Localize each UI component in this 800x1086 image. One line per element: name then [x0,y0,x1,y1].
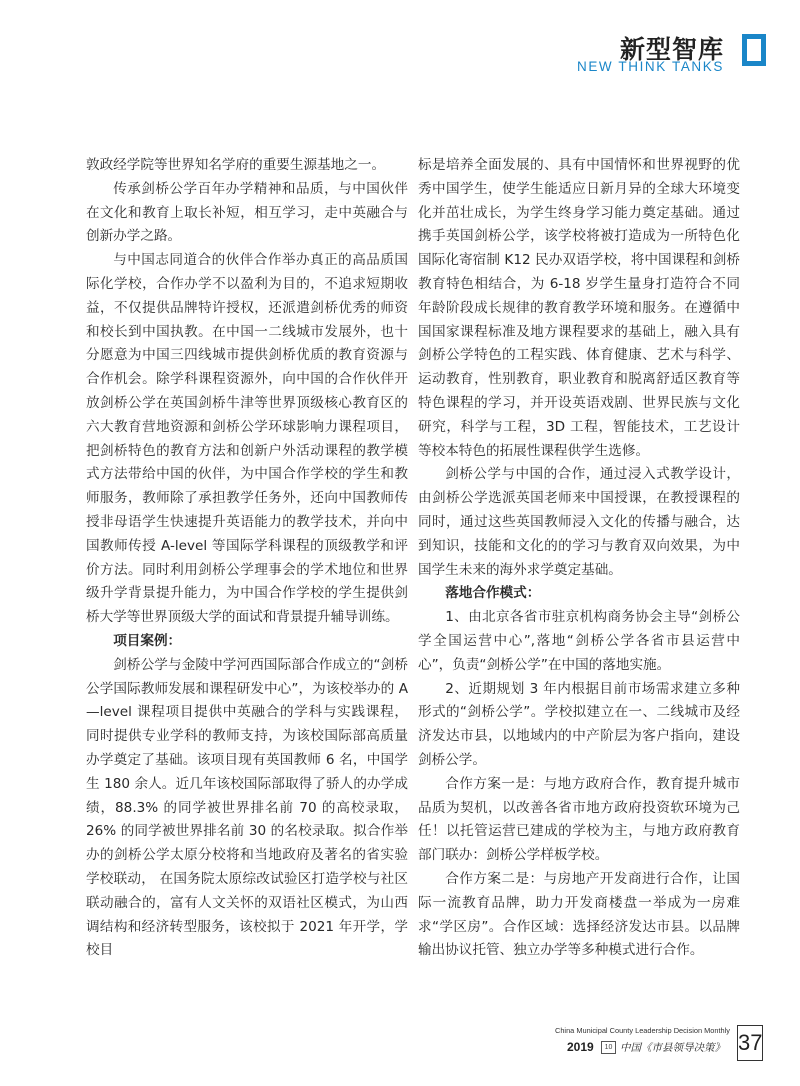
section-title: 新型智库 [619,35,724,64]
section-heading: 项目案例： [113,632,182,649]
paragraph: 剑桥公学与中国的合作，通过浸入式教学设计，由剑桥公学选派英国老师来中国授课，在教授课程的同时，通过这些英国教师浸入文化的传播与融合，达到知识，技能和文化的的学习与教育双向效果，为中国学生未来的海外求学奠定基础。 [418,466,740,578]
issue-number-mark: 10 [601,1041,616,1054]
issue-year: 2019 [567,1040,594,1054]
paragraph: 敦政经学院等世界知名学府的重要生源基地之一。 [86,157,386,173]
section-header [506,28,766,76]
page-number: 37 [737,1025,763,1061]
paragraph: 传承剑桥公学百年办学精神和品质，与中国伙伴在文化和教育上取长补短，相互学习，走中英融合与创新办学之路。 [86,180,408,245]
paragraph: 1、由北京各省市驻京机构商务协会主导“剑桥公学全国运营中心”,落地“剑桥公学各省市县运营中心”，负责“剑桥公学”在中国的落地实施。 [418,609,740,673]
journal-english-name: China Municipal County Leadership Decision Monthly [554,1026,730,1035]
section-subtitle: NEW THINK TANKS [576,59,724,74]
left-column [86,154,408,963]
section-heading: 落地合作模式： [445,585,541,602]
magazine-name: 中国《市县领导决策》 [620,1042,725,1054]
section-logo-square-icon [742,34,766,66]
paragraph: 剑桥公学与金陵中学河西国际部合作成立的“剑桥公学国际教师发展和课程研发中心”，为该校举办的 A—level 课程项目提供中英融合的学科与实践课程，同时提供专业学科的教师支持，为该校国际部高质量办学奠定了基础。该项目现有英国教师 6 名，中国学生 180 余人。近几年该校国际部取得了骄人的办学成绩，88.3% 的同学被世界排名前 70 的高校录取，26% 的同学被世界排名前 30 的名校录取。拟合作举办的剑桥公学太原分校将和当地政府及著名的省实验学校联动， 在国务院太原综改试验区打造学校与社区联动融合的，富有人文关怀的双语社区模式，为山西调结构和经济转型服务，该校拟于 2021 年开学，学校目 [86,656,408,959]
paragraph: 合作方案一是：与地方政府合作，教育提升城市品质为契机，以改善各省市地方政府投资软环境为己任！以托管运营已建成的学校为主，与地方政府教育部门联办：剑桥公学样板学校。 [418,775,740,864]
paragraph: 标是培养全面发展的、具有中国情怀和世界视野的优秀中国学生，使学生能适应日新月异的全球大环境变化并茁壮成长，为学生终身学习能力奠定基础。通过携手英国剑桥公学，该学校将被打造成为一所特色化国际化寄宿制 K12 民办双语学校，将中国课程和剑桥教育特色相结合，为 6-18 岁学生量身打造符合不同年龄阶段成长规律的教育教学环境和服务。在遵循中国国家课程标准及地方课程要求的基础上，融入具有剑桥公学特色的工程实践、体育健康、艺术与科学、运动教育，性别教育，职业教育和脱离舒适区教育等特色课程的学习，并开设英语戏剧、世界民族与文化研究，科学与工程，3D 工程，智能技术，工艺设计等校本特色的拓展性课程供学生选修。 [418,157,740,459]
paragraph: 与中国志同道合的伙伴合作举办真正的高品质国际化学校，合作办学不以盈利为目的，不追求短期收益，不仅提供品牌特许授权，还派遣剑桥优秀的师资和校长到中国执教。在中国一二线城市发展外，也十分愿意为中国三四线城市提供剑桥优质的教育资源与合作机会。除学科课程资源外，向中国的合作伙伴开放剑桥公学在英国剑桥牛津等世界顶级核心教育区的六大教育营地资源和剑桥公学环球影响力课程项目，把剑桥特色的教育方法和创新户外活动课程的教学模式方法带给中国的伙伴，为中国合作学校的学生和教师服务，教师除了承担教学任务外，还向中国教师传授非母语学生快速提升英语能力的教学技术，并向中国教师传授 A-level 等国际学科课程的顶级教学和评价方法。同时利用剑桥公学理事会的学术地位和世界级升学背景提升能力，为中国合作学校的学生提供剑桥大学等世界顶级大学的面试和背景提升辅导训练。 [86,252,408,626]
paragraph: 合作方案二是：与房地产开发商进行合作，让国际一流教育品牌，助力开发商楼盘一举成为一房难求“学区房”。合作区域：选择经济发达市县。以品牌输出协议托管、独立办学等多种模式进行合作。 [418,870,740,959]
right-column [418,154,740,963]
paragraph: 2、近期规划 3 年内根据目前市场需求建立多种形式的“剑桥公学”。学校拟建立在一、二线城市及经济发达市县，以地域内的中产阶层为客户指向，建设剑桥公学。 [418,680,740,768]
